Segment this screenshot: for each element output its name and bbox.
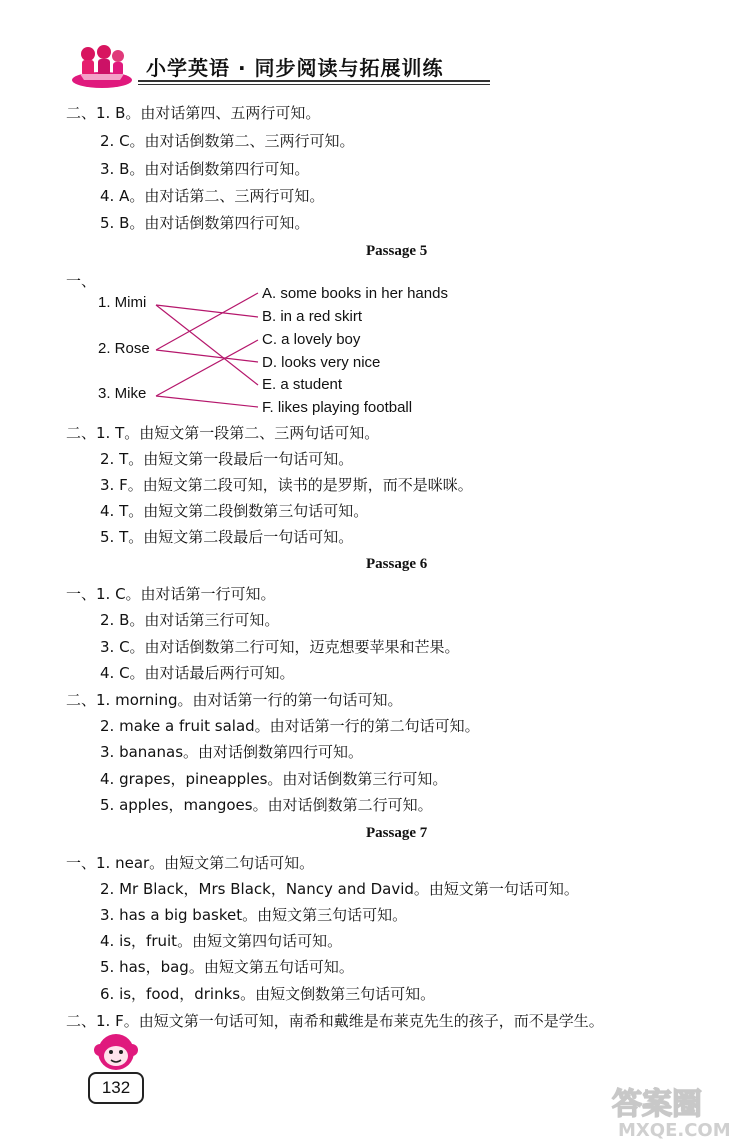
passage-7-title: Passage 7	[366, 825, 428, 841]
match-line-mimi-b	[156, 305, 258, 317]
page-title: 小学英语 · 同步阅读与拓展训练	[146, 56, 444, 80]
match-line-mike-c	[156, 340, 258, 396]
answer-line: 4. T。由短文第二段倒数第三句话可知。	[100, 502, 369, 520]
answer-line: 4. grapes，pineapples。由对话倒数第三行可知。	[100, 770, 448, 788]
children-reading-logo-icon	[70, 40, 134, 90]
monkey-mascot-icon	[92, 1030, 140, 1074]
answer-line: 5. B。由对话倒数第四行可知。	[100, 214, 310, 232]
answer-line: 5. has，bag。由短文第五句话可知。	[100, 958, 354, 976]
watermark-logo-icon	[610, 1080, 740, 1140]
match-name-mike: 3. Mike	[98, 385, 147, 402]
answer-line: 3. has a big basket。由短文第三句话可知。	[100, 906, 408, 924]
match-option-d: D. looks very nice	[262, 354, 381, 371]
match-option-b: B. in a red skirt	[262, 308, 363, 325]
svg-text:MXQE.COM: MXQE.COM	[618, 1120, 731, 1140]
answer-line: 二、1. morning。由对话第一行的第一句话可知。	[66, 691, 403, 709]
match-name-mimi: 1. Mimi	[98, 294, 147, 311]
match-name-rose: 2. Rose	[98, 340, 150, 357]
part-label: 一、	[66, 272, 97, 290]
answer-line: 2. C。由对话倒数第二、三两行可知。	[100, 132, 355, 150]
answer-line: 5. apples，mangoes。由对话倒数第二行可知。	[100, 796, 433, 814]
answer-line: 4. A。由对话第二、三两行可知。	[100, 187, 325, 205]
answer-line: 2. make a fruit salad。由对话第一行的第二句话可知。	[100, 717, 480, 735]
answer-line: 4. is，fruit。由短文第四句话可知。	[100, 932, 343, 950]
page-header	[70, 40, 490, 90]
answer-line: 4. C。由对话最后两行可知。	[100, 664, 295, 682]
match-line-mimi-e	[156, 305, 258, 385]
passage-6-title: Passage 6	[366, 556, 428, 572]
match-line-rose-d	[156, 350, 258, 362]
answer-line: 一、1. C。由对话第一行可知。	[66, 585, 276, 603]
answer-line: 二、1. B。由对话第四、五两行可知。	[66, 104, 321, 122]
svg-text:答案圈: 答案圈	[612, 1087, 702, 1122]
match-line-mike-f	[156, 396, 258, 407]
answer-line: 3. B。由对话倒数第四行可知。	[100, 160, 310, 178]
answer-line: 二、1. T。由短文第一段第二、三两句话可知。	[66, 424, 380, 442]
match-line-rose-a	[156, 293, 258, 350]
answer-line: 二、1. F。由短文第一句话可知，南希和戴维是布莱克先生的孩子，而不是学生。	[66, 1012, 604, 1030]
page-number: 132	[88, 1072, 144, 1104]
match-option-f: F. likes playing football	[262, 399, 413, 416]
answer-line: 3. C。由对话倒数第二行可知，迈克想要苹果和芒果。	[100, 638, 460, 656]
answer-line: 2. B。由对话第三行可知。	[100, 611, 280, 629]
answer-line: 3. bananas。由对话倒数第四行可知。	[100, 743, 364, 761]
answer-line: 一、1. near。由短文第二句话可知。	[66, 854, 315, 872]
match-option-a: A. some books in her hands	[262, 285, 448, 302]
answer-line: 6. is，food，drinks。由短文倒数第三句话可知。	[100, 985, 436, 1003]
header-rule-thin	[138, 84, 490, 85]
match-option-c: C. a lovely boy	[262, 331, 361, 348]
answer-line: 2. T。由短文第一段最后一句话可知。	[100, 450, 354, 468]
answer-line: 2. Mr Black，Mrs Black，Nancy and David。由短文第一句话可知。	[100, 880, 579, 898]
header-rule	[138, 80, 490, 82]
passage-5-title: Passage 5	[366, 243, 428, 259]
answer-line: 5. T。由短文第二段最后一句话可知。	[100, 528, 354, 546]
answer-line: 3. F。由短文第二段可知，读书的是罗斯，而不是咪咪。	[100, 476, 473, 494]
match-option-e: E. a student	[262, 376, 343, 393]
